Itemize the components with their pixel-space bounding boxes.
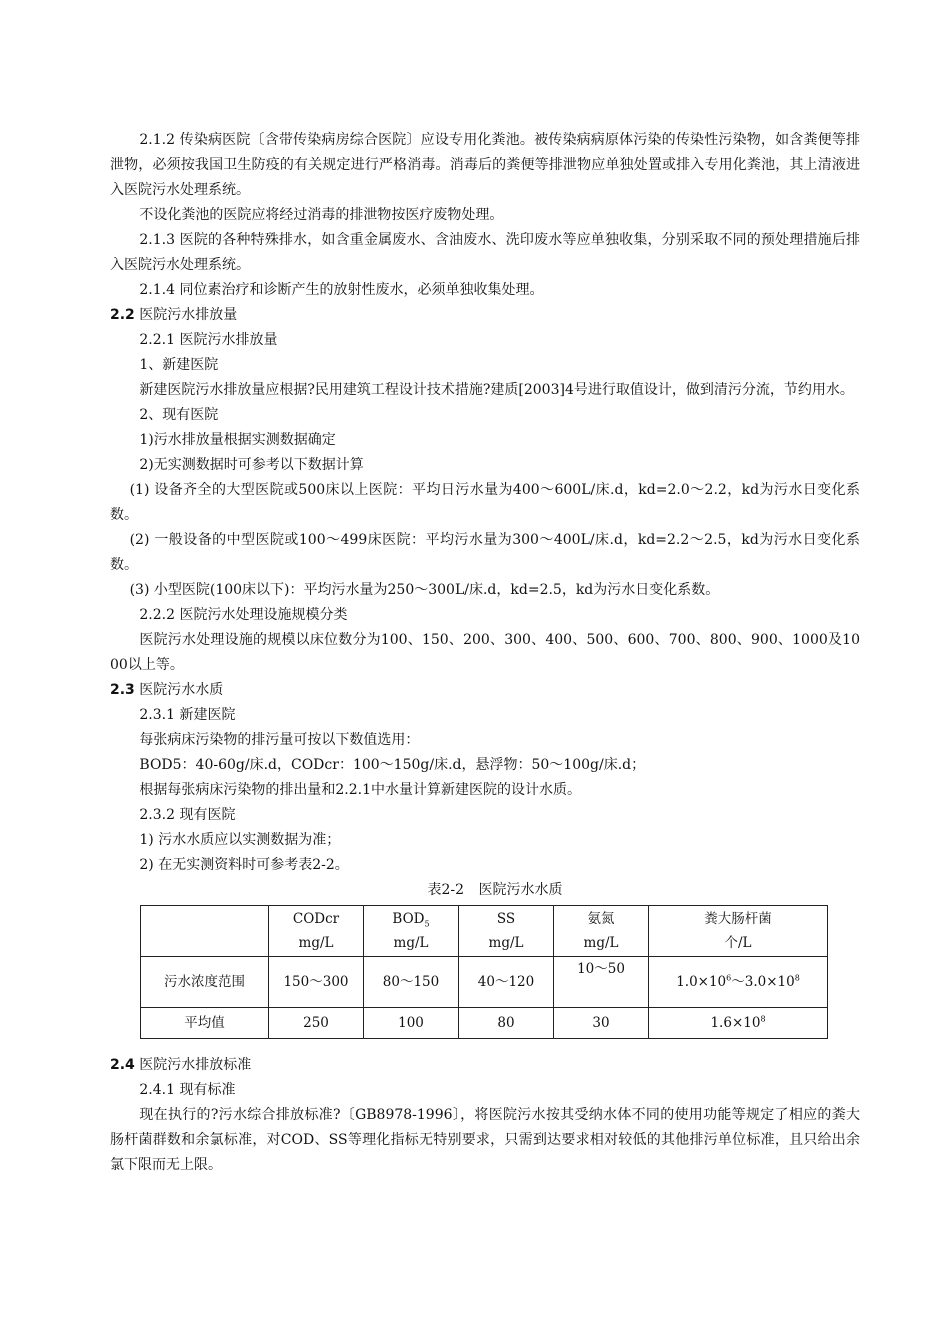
section-heading-2-4 [110, 1053, 860, 1078]
header-name: 粪大肠杆菌 [704, 911, 772, 927]
header-name: BOD [392, 911, 425, 927]
table-cell [649, 957, 828, 1008]
paragraph-current-standard: 现在执行的?污水综合排放标准?〔GB8978-1996〕，将医院污水按其受纳水体不同的使用功能等规定了相应的粪大肠杆菌群数和余氯标准，对COD、SS等理化指标无特别要求，只需到达要求相对较低的其他排污单位标准，且只给出余氯下限而无上限。 [110, 1107, 860, 1173]
header-cell [459, 906, 554, 957]
table-cell: 100 [364, 1008, 459, 1039]
list-item-new-hospital: 1、新建医院 [139, 357, 219, 373]
header-unit: mg/L [583, 935, 619, 951]
table-cell: 10～50 [554, 957, 649, 1008]
document-page [110, 128, 860, 1178]
table-cell [649, 1008, 828, 1039]
paragraph-2-1-4: 2.1.4 同位素治疗和诊断产生的放射性废水，必须单独收集处理。 [139, 282, 544, 298]
coli-average-exponent: 8 [760, 1014, 766, 1024]
paragraph-2-1-2: 2.1.2 传染病医院〔含带传染病房综合医院〕应设专用化粪池。被传染病病原体污染的传染性污染物，如含粪便等排泄物，必须按我国卫生防疫的有关规定进行严格消毒。消毒后的粪便等排泄物应单独处置或排入专用化粪池，其上清液进入医院污水处理系统。 [110, 132, 860, 198]
row-label: 平均值 [141, 1008, 269, 1039]
header-subscript: 5 [424, 919, 430, 929]
header-unit: mg/L [298, 935, 334, 951]
paragraph-facility-scale: 医院污水处理设施的规模以床位数分为100、150、200、300、400、500、600、700、800、900、1000及1000以上等。 [110, 632, 860, 673]
table-cell: 150～300 [269, 957, 364, 1008]
header-name: 氨氮 [587, 911, 615, 927]
paragraph-large-hospital: (1) 设备齐全的大型医院或500床以上医院：平均日污水量为400～600L/床.d，kd=2.0～2.2，kd为污水日变化系数。 [110, 482, 860, 523]
subheading-2-3-1: 2.3.1 新建医院 [139, 707, 236, 723]
table-row [141, 1008, 828, 1039]
subheading-2-3-2: 2.3.2 现有医院 [139, 807, 236, 823]
header-unit: mg/L [488, 935, 524, 951]
header-empty-cell [141, 906, 269, 957]
paragraph-2-1-3: 2.1.3 医院的各种特殊排水，如含重金属废水、含油废水、洗印废水等应单独收集，分别采取不同的预处理措施后排入医院污水处理系统。 [110, 232, 860, 273]
list-item-existing-hospital: 2、现有医院 [139, 407, 219, 423]
paragraph-no-septic-tank: 不设化粪池的医院应将经过消毒的排泄物按医疗废物处理。 [139, 207, 504, 223]
list-item-reference-table: 2) 在无实测资料时可参考表2-2。 [139, 857, 349, 873]
coli-min: 1.0×10 [676, 974, 727, 990]
table-cell: 80 [459, 1008, 554, 1039]
list-item-no-measured-data: 2)无实测数据时可参考以下数据计算 [139, 457, 364, 473]
table-header-row [141, 906, 828, 957]
table-cell: 40～120 [459, 957, 554, 1008]
section-title: 医院污水水质 [139, 682, 224, 698]
spacer [110, 1039, 860, 1053]
list-item-measured-quality: 1) 污水水质应以实测数据为准； [139, 832, 341, 848]
coli-min-exponent: 6 [726, 973, 732, 983]
section-title: 医院污水排放量 [139, 307, 238, 323]
section-number: 2.3 [110, 682, 135, 698]
header-cell [364, 906, 459, 957]
header-cell [269, 906, 364, 957]
subheading-2-4-1: 2.4.1 现有标准 [139, 1082, 236, 1098]
row-label: 污水浓度范围 [141, 957, 269, 1008]
table-caption: 表2-2 医院污水水质 [427, 882, 563, 898]
coli-max-exponent: 8 [794, 973, 800, 983]
water-quality-table [140, 905, 828, 1039]
paragraph-design-quality: 根据每张病床污染物的排出量和2.2.1中水量计算新建医院的设计水质。 [139, 782, 582, 798]
subheading-2-2-2: 2.2.2 医院污水处理设施规模分类 [139, 607, 348, 623]
header-unit: mg/L [393, 935, 429, 951]
header-name: CODcr [292, 911, 340, 927]
header-cell [649, 906, 828, 957]
paragraph-per-bed-load: 每张病床污染物的排污量可按以下数值选用： [139, 732, 420, 748]
header-unit: 个/L [724, 935, 752, 951]
table-cell: 80～150 [364, 957, 459, 1008]
section-heading-2-2 [110, 303, 860, 328]
table-row [141, 957, 828, 1008]
section-heading-2-3 [110, 678, 860, 703]
coli-average: 1.6×10 [710, 1015, 761, 1031]
section-number: 2.2 [110, 307, 135, 323]
list-item-measured-data: 1)污水排放量根据实测数据确定 [139, 432, 336, 448]
paragraph-load-values: BOD5：40-60g/床.d，CODcr：100～150g/床.d，悬浮物：50～100g/床.d； [139, 757, 646, 773]
paragraph-new-hospital-discharge: 新建医院污水排放量应根据?民用建筑工程设计技术措施?建质[2003]4号进行取值设计，做到清污分流，节约用水。 [139, 382, 854, 398]
paragraph-medium-hospital: (2) 一般设备的中型医院或100～499床医院：平均污水量为300～400L/床.d，kd=2.2～2.5，kd为污水日变化系数。 [110, 532, 860, 573]
section-title: 医院污水排放标准 [139, 1057, 252, 1073]
subheading-2-2-1: 2.2.1 医院污水排放量 [139, 332, 278, 348]
table-cell: 30 [554, 1008, 649, 1039]
table-cell: 250 [269, 1008, 364, 1039]
header-cell [554, 906, 649, 957]
section-number: 2.4 [110, 1057, 135, 1073]
header-name: SS [496, 911, 516, 927]
paragraph-small-hospital: (3) 小型医院(100床以下)：平均污水量为250～300L/床.d，kd=2.5，kd为污水日变化系数。 [129, 582, 720, 598]
coli-max: ～3.0×10 [731, 974, 795, 990]
